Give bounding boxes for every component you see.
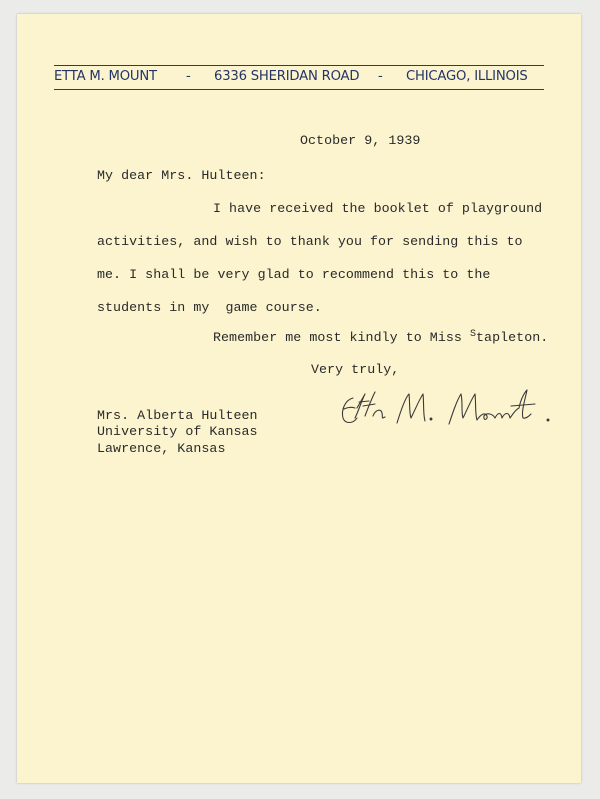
recipient-city: Lawrence, Kansas <box>97 441 226 456</box>
remember-line <box>213 330 548 345</box>
remember-prefix: Remember me most kindly to Miss <box>213 330 470 345</box>
letterhead-city: CHICAGO, ILLINOIS <box>406 69 528 84</box>
letterhead-separator: - <box>186 69 191 84</box>
recipient-institution: University of Kansas <box>97 424 258 439</box>
handwritten-signature <box>335 388 575 432</box>
body-line: activities, and wish to thank you for sending this to <box>97 234 523 249</box>
remember-suffix: tapleton. <box>476 330 549 345</box>
body-line: me. I shall be very glad to recommend this to the <box>97 267 491 282</box>
letter-closing: Very truly, <box>311 362 400 377</box>
body-line: I have received the booklet of playground <box>213 201 543 216</box>
recipient-name: Mrs. Alberta Hulteen <box>97 408 258 423</box>
body-line: students in my game course. <box>97 300 322 315</box>
letterhead-separator: - <box>378 69 383 84</box>
letter-page <box>17 14 581 783</box>
letterhead-address: 6336 SHERIDAN ROAD <box>214 69 360 84</box>
letterhead-name: ETTA M. MOUNT <box>54 69 157 84</box>
letter-salutation: My dear Mrs. Hulteen: <box>97 168 266 183</box>
letter-date: October 9, 1939 <box>300 133 421 148</box>
letterhead <box>54 65 544 90</box>
remember-superscript: S <box>469 329 477 340</box>
